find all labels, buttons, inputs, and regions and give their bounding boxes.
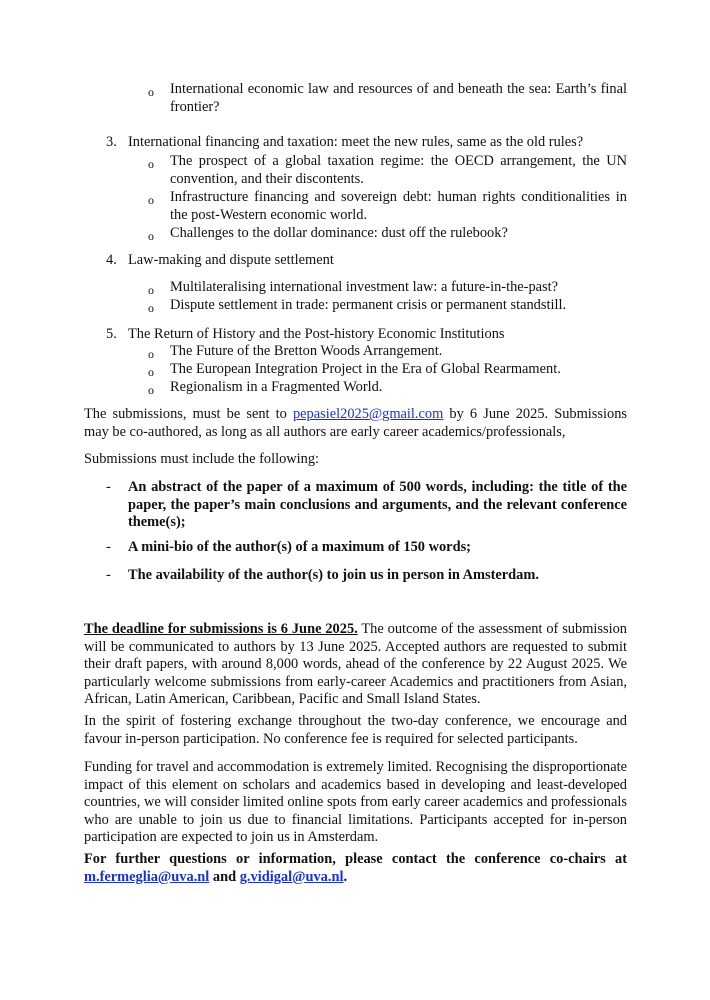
submission-text-rest: by 6 June 2025. Submissions may be co-authored, as long as all authors are early career academics/professionals, [84, 406, 627, 440]
list-item: Regionalism in a Fragmented World. [170, 379, 383, 395]
bullet-marker: o [148, 157, 154, 171]
submission-email-link[interactable]: pepasiel2025@gmail.com [292, 406, 444, 422]
deadline-text: The outcome of the assessment of submission will be communicated to authors by 13 June 2025. Accepted authors are requested to submit their draft papers, with around 8,000 words, ahead of the conference by 22 August 2025. We particularly welcome submissions from early-career Academics and practitioners from Asian, African, Latin American, Caribbean, Pacific and Small Island States. [84, 621, 627, 708]
requirements-intro: Submissions must include the following: [84, 451, 320, 467]
dash-marker: - [106, 539, 111, 555]
bullet-marker: o [148, 365, 154, 379]
deadline-paragraph [84, 621, 627, 709]
list-item: Infrastructure financing and sovereign debt: human rights conditionalities in the post-Western economic world. [170, 189, 627, 223]
requirement-item: An abstract of the paper of a maximum of 500 words, including: the title of the paper, the paper’s main conclusions and arguments, and the relevant conference theme(s); [128, 479, 627, 531]
bullet-marker: o [148, 193, 154, 207]
contact-email-fermeglia[interactable]: m.fermeglia@uva.nl [84, 868, 210, 885]
dash-marker: - [106, 567, 111, 583]
contact-text: For further questions or information, please contact the conference co-chairs at [84, 851, 627, 867]
list-item: Dispute settlement in trade: permanent crisis or permanent standstill. [170, 297, 567, 313]
list-item: Multilateralising international investment law: a future-in-the-past? [170, 279, 559, 295]
list-item: The Future of the Bretton Woods Arrangement. [170, 343, 443, 359]
contact-email-vidigal[interactable]: g.vidigal@uva.nl [239, 868, 344, 885]
bullet-marker: o [148, 301, 154, 315]
submission-paragraph [84, 406, 627, 441]
bullet-marker: o [148, 229, 154, 243]
section-number: 4. [106, 252, 117, 268]
contact-joiner: and [209, 868, 240, 885]
funding-paragraph: Funding for travel and accommodation is extremely limited. Recognising the disproportionate impact of this element on scholars and academics based in developing and least-developed countries, we will consider limited online spots from early career academics and professionals who are unable to join us due to financial limitations. Participants accepted for in-person participation are expected to join us in Amsterdam. [84, 759, 627, 846]
contact-paragraph [84, 851, 627, 886]
list-item: International economic law and resources of and beneath the sea: Earth’s final frontier? [170, 81, 627, 115]
bullet-marker: o [148, 85, 154, 99]
exchange-paragraph: In the spirit of fostering exchange throughout the two-day conference, we encourage and favour in-person participation. No conference fee is required for selected participants. [84, 713, 627, 747]
list-item: Challenges to the dollar dominance: dust off the rulebook? [170, 225, 508, 241]
section-number: 5. [106, 326, 117, 342]
list-item: The European Integration Project in the Era of Global Rearmament. [170, 361, 561, 377]
submission-text-lead: The submissions, must be sent to [84, 406, 293, 422]
requirement-item: The availability of the author(s) to join us in person in Amsterdam. [128, 567, 539, 583]
section-number: 3. [106, 134, 117, 150]
contact-end: . [343, 868, 348, 885]
deadline-heading: The deadline for submissions is 6 June 2025. [84, 621, 358, 637]
requirement-item: A mini-bio of the author(s) of a maximum of 150 words; [128, 539, 471, 555]
bullet-marker: o [148, 383, 154, 397]
bullet-marker: o [148, 347, 154, 361]
section-title: Law-making and dispute settlement [128, 252, 334, 268]
dash-marker: - [106, 479, 111, 495]
section-title: International financing and taxation: meet the new rules, same as the old rules? [128, 134, 584, 150]
bullet-marker: o [148, 283, 154, 297]
list-item: The prospect of a global taxation regime: the OECD arrangement, the UN convention, and their discontents. [170, 153, 627, 187]
section-title: The Return of History and the Post-history Economic Institutions [128, 326, 505, 342]
